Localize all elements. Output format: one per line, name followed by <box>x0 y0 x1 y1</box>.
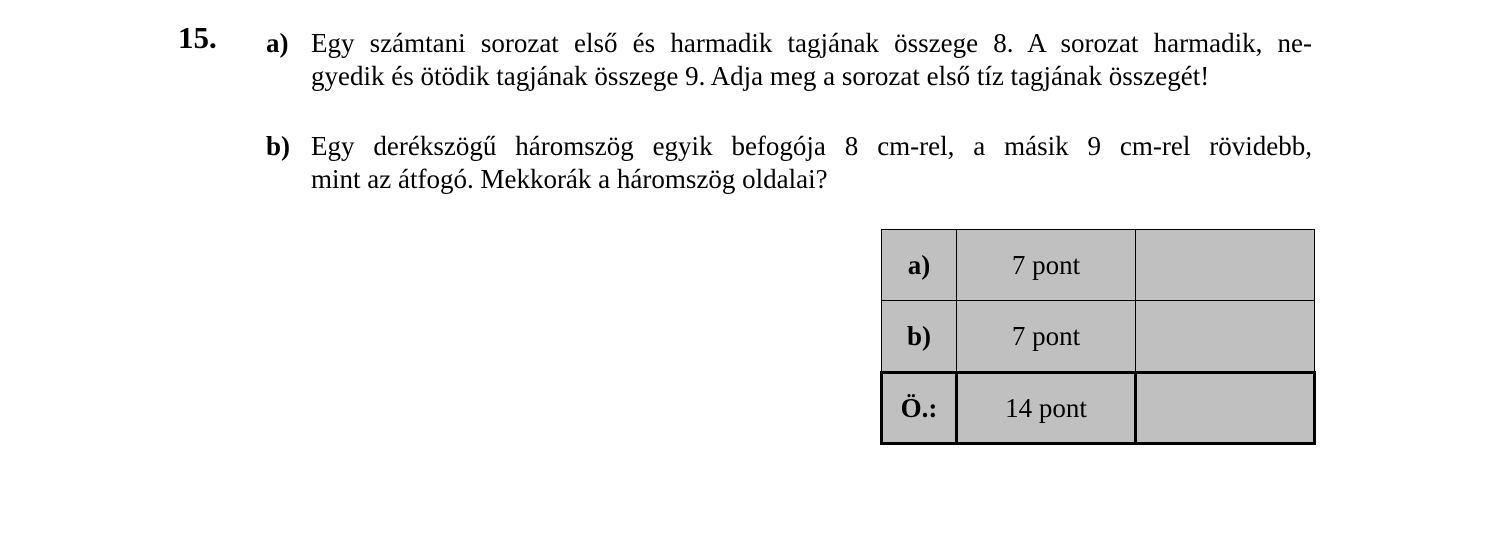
part-b-line-2: mint az átfogó. Mekkorák a háromszög oldalai? <box>311 164 828 194</box>
score-points-a: 7 pont <box>957 230 1136 301</box>
problem-number: 15. <box>178 20 217 55</box>
part-a-label: a) <box>266 28 289 58</box>
score-row-b <box>882 301 1315 373</box>
score-points-b: 7 pont <box>957 301 1136 373</box>
part-b-text <box>311 130 1312 196</box>
part-a-line-1: Egy számtani sorozat első és harmadik tagjának összege 8. A sorozat harmadik, ne- <box>311 28 1312 58</box>
score-row-a <box>882 230 1315 301</box>
score-earned-a[interactable] <box>1136 230 1315 301</box>
score-label-total: Ö.: <box>882 373 957 444</box>
part-b-label: b) <box>266 131 291 161</box>
score-table <box>880 229 1316 445</box>
part-a <box>266 27 1312 93</box>
score-label-b: b) <box>882 301 957 373</box>
part-a-text <box>311 27 1312 93</box>
score-earned-total[interactable] <box>1136 373 1315 444</box>
score-points-total: 14 pont <box>957 373 1136 444</box>
score-earned-b[interactable] <box>1136 301 1315 373</box>
part-b <box>266 130 1312 196</box>
score-row-total <box>882 373 1315 444</box>
score-label-a: a) <box>882 230 957 301</box>
part-a-line-2: gyedik és ötödik tagjának összege 9. Adja meg a sorozat első tíz tagjának összegét! <box>311 61 1210 91</box>
part-b-line-1: Egy derékszögű háromszög egyik befogója 8 cm-rel, a másik 9 cm-rel rövidebb, <box>311 131 1312 161</box>
